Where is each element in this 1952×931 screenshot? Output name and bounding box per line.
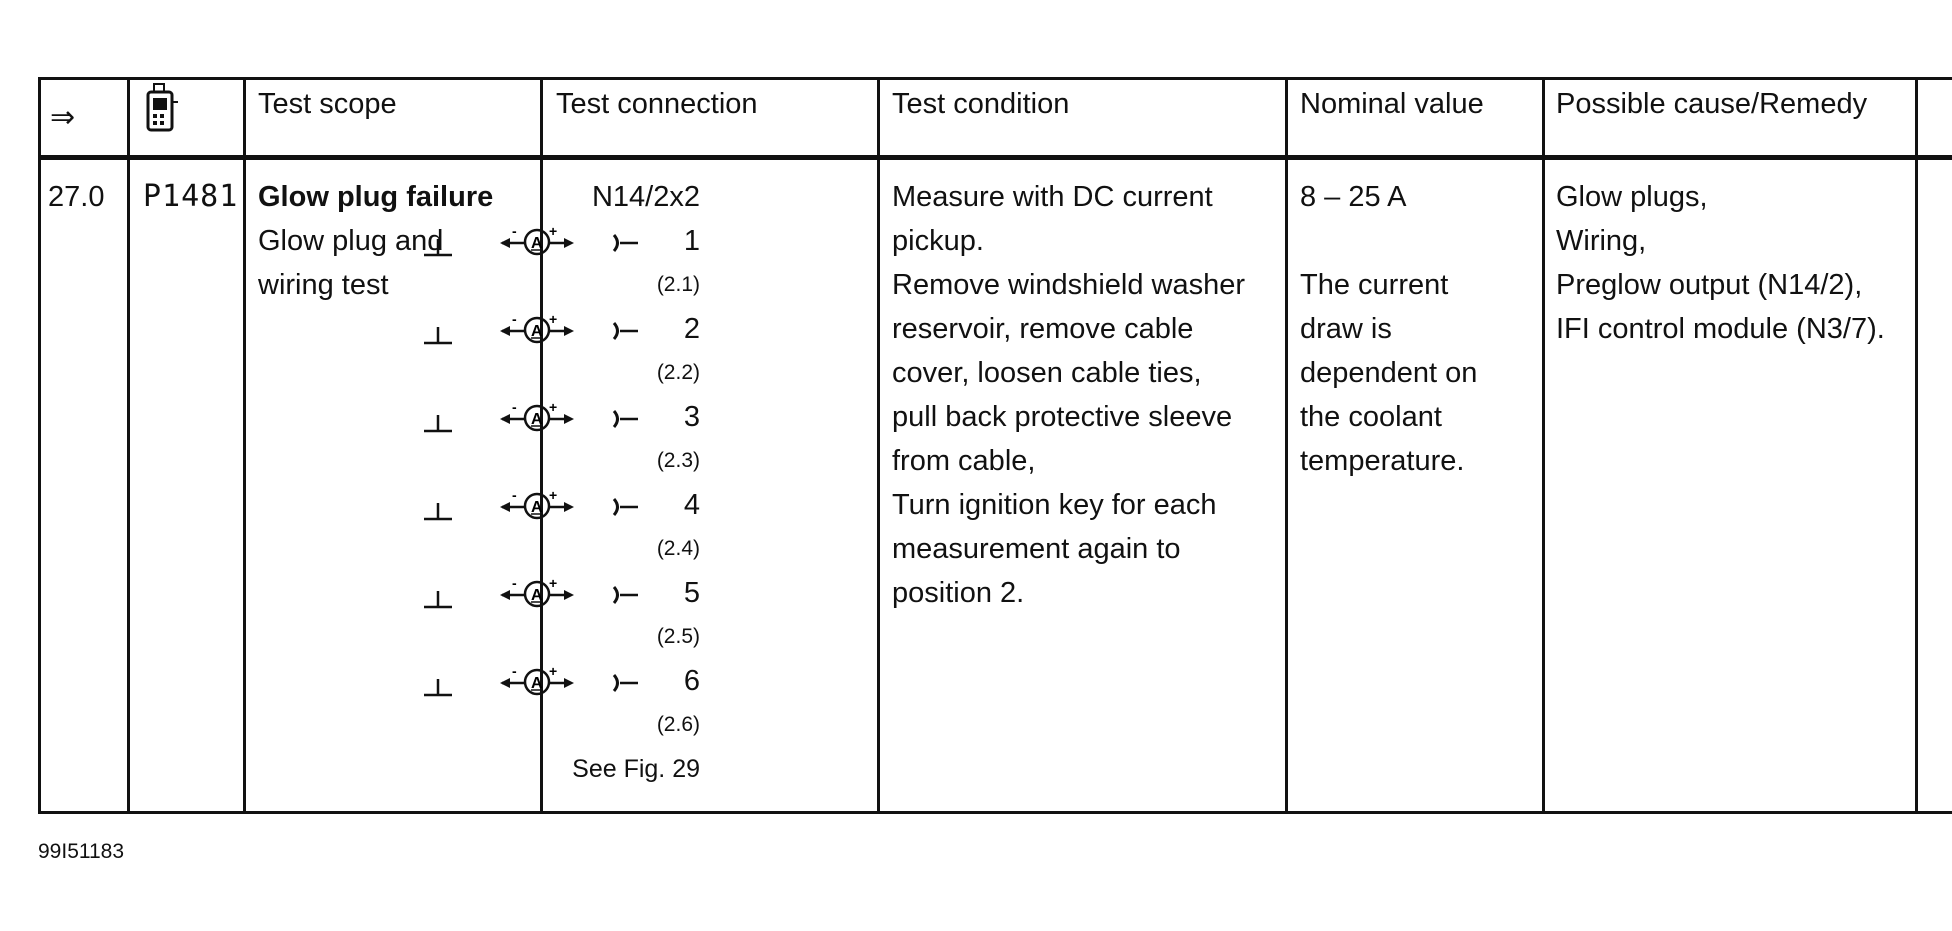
connection-ref: (2.1) [656, 273, 700, 296]
fault-code: P1481 [143, 179, 239, 214]
svg-text:A: A [531, 323, 543, 340]
connection-row [380, 659, 700, 703]
header-test-condition: Test condition [892, 88, 1070, 120]
condition-line: pull back protective sleeve [892, 401, 1233, 433]
connector-label: N14/2x2 [591, 181, 700, 213]
connection-pin: 3 [683, 401, 700, 433]
connection-row [380, 483, 700, 527]
svg-text:+: + [549, 487, 558, 503]
svg-text:-: - [512, 575, 517, 591]
svg-text:+: + [549, 399, 558, 415]
test-connection-cell [380, 175, 700, 791]
header-test-scope: Test scope [258, 88, 397, 120]
nominal-note-line: The current [1300, 269, 1449, 301]
col-divider-0 [38, 77, 41, 814]
nominal-value: 8 – 25 A [1300, 181, 1407, 213]
svg-text:+: + [549, 223, 558, 239]
svg-text:+: + [549, 311, 558, 327]
ammeter-connection-icon [424, 395, 654, 439]
svg-text:A: A [531, 675, 543, 692]
cause-line: Wiring, [1556, 225, 1647, 257]
col-divider-6 [1542, 77, 1545, 814]
svg-text:A: A [531, 235, 543, 252]
condition-line: pickup. [892, 225, 984, 257]
ammeter-connection-icon [424, 571, 654, 615]
connection-pin: 1 [683, 225, 700, 257]
ammeter-connection-icon [424, 219, 654, 263]
connection-ref: (2.4) [656, 537, 700, 560]
cause-line: Preglow output (N14/2), [1556, 269, 1863, 301]
figure-id: 99I51183 [38, 840, 125, 863]
connection-pin: 2 [683, 313, 700, 345]
diagnostic-tester-icon [142, 82, 182, 139]
connection-ref: (2.2) [656, 361, 700, 384]
cause-line: IFI control module (N3/7). [1556, 313, 1885, 345]
condition-line: reservoir, remove cable [892, 313, 1194, 345]
svg-text:-: - [512, 223, 517, 239]
col-divider-4 [877, 77, 880, 814]
nominal-note-line: draw is [1300, 313, 1392, 345]
condition-line: Turn ignition key for each [892, 489, 1217, 521]
connection-ref: (2.6) [656, 713, 700, 736]
svg-text:+: + [549, 575, 558, 591]
col-divider-1 [127, 77, 130, 814]
table-top-rule [38, 77, 1952, 80]
step-number: 27.0 [48, 181, 105, 213]
see-figure-ref: See Fig. 29 [572, 755, 700, 783]
cause-line: Glow plugs, [1556, 181, 1708, 213]
nominal-note-line: the coolant [1300, 401, 1442, 433]
header-test-connection: Test connection [556, 88, 758, 120]
header-arrow: ⇒ [50, 101, 76, 134]
svg-text:A: A [531, 499, 543, 516]
scope-line: wiring test [258, 269, 389, 301]
nominal-note-line: temperature. [1300, 445, 1465, 477]
condition-line: Measure with DC current [892, 181, 1213, 213]
svg-text:-: - [512, 311, 517, 327]
condition-line: position 2. [892, 577, 1025, 609]
connection-pin: 5 [683, 577, 700, 609]
condition-line: Remove windshield washer [892, 269, 1245, 301]
svg-text:-: - [512, 487, 517, 503]
ammeter-connection-icon [424, 483, 654, 527]
connection-pin: 6 [683, 665, 700, 697]
possible-cause-cell [1556, 175, 1885, 351]
col-divider-2 [243, 77, 246, 814]
ammeter-connection-icon [424, 659, 654, 703]
svg-text:-: - [512, 399, 517, 415]
condition-line: from cable, [892, 445, 1036, 477]
ammeter-connection-icon [424, 307, 654, 351]
connection-ref: (2.5) [656, 625, 700, 648]
header-nominal-value: Nominal value [1300, 88, 1484, 120]
nominal-value-cell [1300, 175, 1477, 483]
test-condition-cell [892, 175, 1245, 615]
connection-row [380, 571, 700, 615]
connection-ref: (2.3) [656, 449, 700, 472]
connection-row [380, 307, 700, 351]
scope-title: Glow plug failure [258, 181, 494, 213]
table-bottom-rule [38, 811, 1952, 814]
condition-line: measurement again to [892, 533, 1181, 565]
svg-text:A: A [531, 411, 543, 428]
svg-text:A: A [531, 587, 543, 604]
col-divider-7 [1915, 77, 1918, 814]
header-bottom-rule [38, 155, 1952, 160]
nominal-note-line: dependent on [1300, 357, 1478, 389]
connection-pin: 4 [683, 489, 700, 521]
svg-text:+: + [549, 663, 558, 679]
condition-line: cover, loosen cable ties, [892, 357, 1202, 389]
svg-text:-: - [512, 663, 517, 679]
connection-row [380, 219, 700, 263]
connection-row [380, 395, 700, 439]
col-divider-5 [1285, 77, 1288, 814]
scope-line: Glow plug and [258, 225, 444, 257]
header-possible-cause: Possible cause/Remedy [1556, 88, 1868, 120]
